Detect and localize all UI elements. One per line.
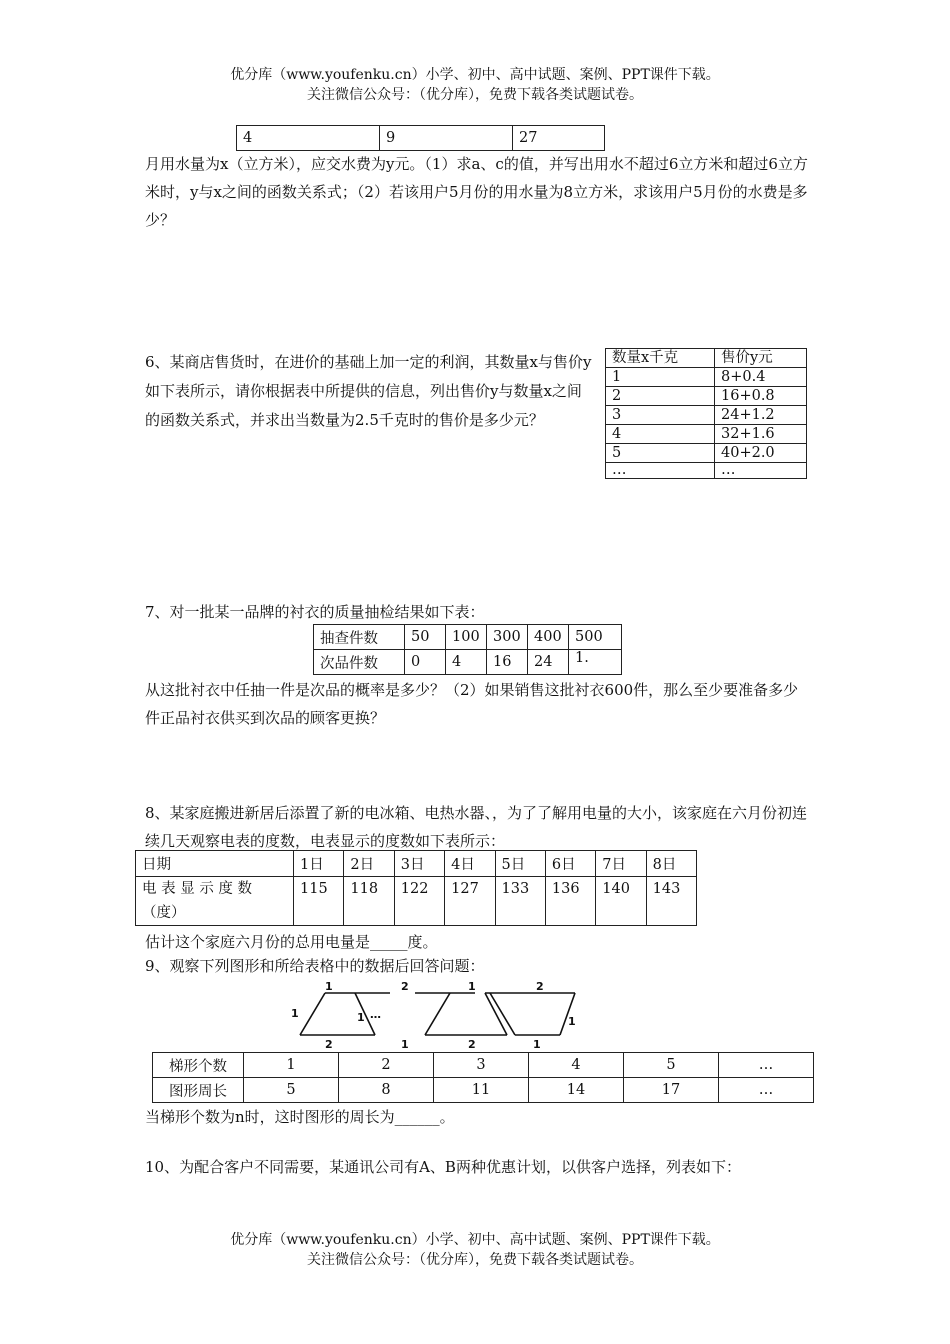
q9-cell: 5: [624, 1053, 719, 1078]
q7-cell: 300: [487, 625, 528, 650]
q6-header: 售价y元: [715, 349, 807, 368]
q8-cell: 118: [344, 877, 394, 926]
q9-cell: 5: [244, 1078, 339, 1103]
fig-label-bottom: 1: [401, 1038, 409, 1051]
q6-cell: 2: [606, 387, 715, 406]
q6-header: 数量x千克: [606, 349, 715, 368]
q7-cell: 抽查件数: [314, 625, 405, 650]
q5-cell: 27: [513, 126, 605, 151]
fig-edge: [485, 993, 507, 1035]
fig-edge: [560, 993, 575, 1035]
q7-text: 从这批衬衣中任抽一件是次品的概率是多少？（2）如果销售这批衬衣600件，那么至少要准备多少件正品衬衣供买到次品的顾客更换？: [145, 681, 799, 727]
q5-cell: 4: [237, 126, 380, 151]
fig-label-side: 1: [357, 1011, 365, 1024]
q6-cell: 32+1.6: [715, 425, 807, 444]
q8-cell: 4日: [445, 851, 495, 877]
q9-cell: 14: [529, 1078, 624, 1103]
q8-cell: 日期: [136, 851, 294, 877]
q8-cell: 5日: [495, 851, 545, 877]
footer-line2: 关注微信公众号：（优分库），免费下载各类试题试卷。: [307, 1252, 643, 1268]
q6-cell: 4: [606, 425, 715, 444]
q8-cell: 127: [445, 877, 495, 926]
q8-cell: 8日: [646, 851, 696, 877]
fig-label-bottom: 2: [325, 1038, 333, 1051]
q6-cell: 24+1.2: [715, 406, 807, 425]
fig-label-top: 2: [401, 980, 409, 993]
fig-label-bottom: 1: [533, 1038, 541, 1051]
q9-cell: 1: [244, 1053, 339, 1078]
q8-text: 8、某家庭搬进新居后添置了新的电冰箱、电热水器、，为了了解用电量的大小，该家庭在六月份初连续几天观察电表的度数，电表显示的度数如下表所示：: [145, 804, 808, 850]
q5-text: 月用水量为x（立方米），应交水费为y元。（1）求a、c的值，并写出用水不超过6立方米和超过6立方米时，y与x之间的函数关系式；（2）若该用户5月份的用水量为8立方米，求该用户5月份的水费是多少？: [145, 155, 808, 229]
header-line1: 优分库（www.youfenku.cn）小学、初中、高中试题、案例、PPT课件下载。: [230, 67, 720, 83]
q9-cell: 2: [339, 1053, 434, 1078]
q6-table: [605, 348, 807, 479]
q7-cell: 50: [405, 625, 446, 650]
q8-table: [135, 850, 697, 926]
q9-cell: 图形周长: [153, 1078, 244, 1103]
q7-intro: 7、对一批某一品牌的衬衣的质量抽检结果如下表：: [145, 603, 485, 621]
q7-table: [313, 624, 622, 675]
q10-text: 10、为配合客户不同需要，某通讯公司有A、B两种优惠计划，以供客户选择，列表如下：: [145, 1158, 741, 1176]
fig-label-side: 1: [291, 1007, 299, 1020]
q8-cell: 6日: [545, 851, 595, 877]
q7-cell: 100: [446, 625, 487, 650]
q8-cell: 136: [545, 877, 595, 926]
q6-text: 6、某商店售货时，在进价的基础上加一定的利润，其数量x与售价y如下表所示，请你根据表中所提供的信息，列出售价y与数量x之间的函数关系式，并求出当数量为2.5千克时的售价是多少元？: [145, 353, 592, 429]
q8-cell: 3日: [394, 851, 444, 877]
q8-cell: 143: [646, 877, 696, 926]
q9-cell: 梯形个数: [153, 1053, 244, 1078]
q8-cell: 133: [495, 877, 545, 926]
q9-cell: 11: [434, 1078, 529, 1103]
q9-cell: 17: [624, 1078, 719, 1103]
q8-after: 估计这个家庭六月份的总用电量是_____度。: [145, 933, 438, 951]
q9-cell: …: [719, 1053, 814, 1078]
q6-cell: 1: [606, 368, 715, 387]
q9-text: 9、观察下列图形和所给表格中的数据后回答问题：: [145, 957, 485, 975]
q9-cell: 8: [339, 1078, 434, 1103]
q9-table: [152, 1052, 814, 1103]
fig-label-top: 1: [325, 980, 333, 993]
q9-cell: 3: [434, 1053, 529, 1078]
q7-cell: 500: [569, 625, 622, 650]
q5-table: [236, 125, 605, 151]
q7-cell: 16: [487, 650, 528, 675]
fig-label-top: 1: [468, 980, 476, 993]
q5-cell: 9: [380, 126, 513, 151]
q6-cell: 40+2.0: [715, 444, 807, 463]
trapezoid-figure: [285, 978, 595, 1052]
fig-edge: [300, 993, 325, 1035]
q8-cell: 140: [596, 877, 646, 926]
q7-cell: 次品件数: [314, 650, 405, 675]
q8-label-a: 电 表 显 示 度 数: [142, 881, 253, 897]
q8-cell: 115: [294, 877, 344, 926]
q7-cell: 1.: [569, 650, 622, 675]
header-line2: 关注微信公众号：（优分库），免费下载各类试题试卷。: [307, 87, 643, 103]
q8-cell: 1日: [294, 851, 344, 877]
fig-ellipsis: …: [370, 1008, 381, 1021]
q6-cell: 8+0.4: [715, 368, 807, 387]
q8-cell: 7日: [596, 851, 646, 877]
q8-cell: 122: [394, 877, 444, 926]
q8-label-b: （度）: [142, 905, 186, 921]
q8-cell: 2日: [344, 851, 394, 877]
q9-cell: …: [719, 1078, 814, 1103]
q6-cell: 5: [606, 444, 715, 463]
q8-label-cell: [136, 877, 294, 926]
q7-cell: 400: [528, 625, 569, 650]
q6-cell: …: [606, 463, 715, 479]
fig-label-side: 1: [568, 1015, 576, 1028]
fig-label-top: 2: [536, 980, 544, 993]
q9-after: 当梯形个数为n时，这时图形的周长为______。: [145, 1108, 455, 1126]
q9-cell: 4: [529, 1053, 624, 1078]
q6-cell: 16+0.8: [715, 387, 807, 406]
q7-cell: 0: [405, 650, 446, 675]
q6-cell: …: [715, 463, 807, 479]
fig-edge: [490, 993, 515, 1035]
fig-label-bottom: 2: [468, 1038, 476, 1051]
q7-cell: 24: [528, 650, 569, 675]
footer-line1: 优分库（www.youfenku.cn）小学、初中、高中试题、案例、PPT课件下载。: [230, 1232, 720, 1248]
fig-edge: [425, 993, 450, 1035]
q7-cell: 4: [446, 650, 487, 675]
q6-cell: 3: [606, 406, 715, 425]
